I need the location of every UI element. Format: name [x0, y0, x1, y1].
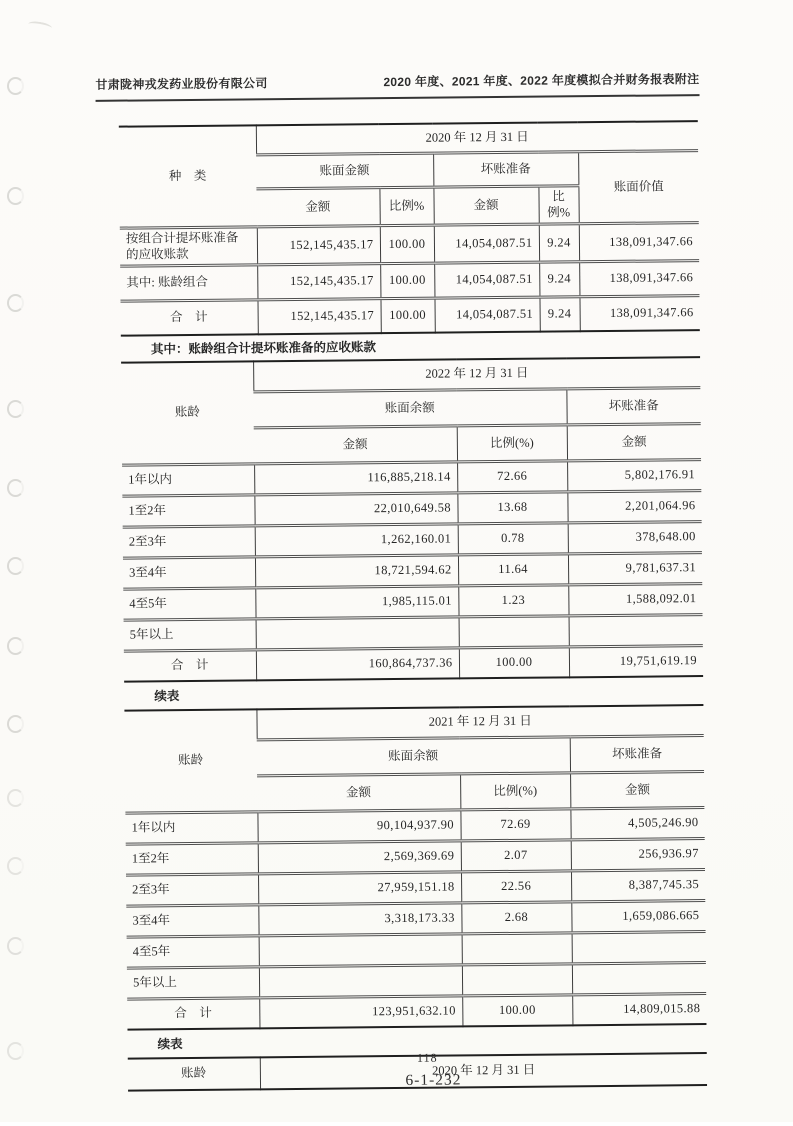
ratio-cell: 72.66	[457, 461, 567, 493]
bad-debt-amount-cell: 378,648.00	[568, 522, 702, 554]
bad-debt-amount-cell	[569, 615, 703, 647]
bad-debt-amount-cell: 19,751,619.19	[569, 646, 703, 678]
document-number: 6-1-232	[405, 1071, 462, 1089]
company-name: 甘肃陇神戎发药业股份有限公司	[95, 76, 268, 92]
bad-debt-amount-cell: 8,387,745.35	[571, 870, 705, 902]
aging-cell: 5年以上	[124, 619, 256, 651]
table-total-row	[127, 994, 706, 1030]
bad-debt-amount-cell: 9,781,637.31	[568, 553, 702, 585]
amount-cell: 152,145,435.17	[257, 226, 380, 265]
amount-cell: 1,262,160.01	[255, 524, 458, 557]
bad-debt-amount-cell: 1,659,086.665	[571, 901, 705, 933]
bad-debt-amount-cell: 2,201,064.96	[567, 491, 701, 523]
ratio-header: 比例(%)	[460, 773, 570, 810]
ratio-cell: 100.00	[380, 263, 434, 299]
bad-debt-amount-cell: 4,505,246.90	[570, 808, 704, 840]
continuation-label: 续表	[154, 689, 180, 704]
aging-cell: 1至2年	[126, 843, 258, 875]
category-cell: 合 计	[120, 300, 257, 336]
aging-cell: 3至4年	[123, 557, 255, 589]
ratio-header: 比例(%)	[457, 425, 567, 462]
amount-cell	[256, 617, 459, 650]
ratio-header-line1: 比	[552, 189, 565, 204]
ratio-header-line2: 例%	[547, 204, 571, 220]
table-total-row	[120, 296, 699, 336]
ratio-cell: 100.00	[380, 298, 434, 333]
aging-cell: 合 计	[124, 650, 256, 682]
amount-header: 金额	[257, 774, 460, 812]
book-value-header: 账面价值	[578, 151, 699, 224]
date-header: 2021 年 12 月 31 日	[256, 705, 703, 740]
tables-area	[119, 120, 707, 1092]
aging-cell: 1至2年	[122, 495, 254, 527]
amount-cell: 116,885,218.14	[254, 462, 457, 495]
amount-cell: 3,318,173.33	[258, 903, 461, 936]
amount-cell: 152,145,435.17	[257, 299, 380, 335]
ratio-cell	[462, 933, 572, 965]
ratio-cell	[459, 616, 569, 648]
amount-cell: 27,959,151.18	[258, 872, 461, 905]
book-value-cell: 138,091,347.66	[579, 296, 699, 332]
doc-header	[95, 70, 699, 102]
bad-debt-amount-cell: 14,054,087.51	[434, 224, 539, 263]
table-total-row	[124, 646, 703, 682]
bad-debt-amount-cell: 5,802,176.91	[567, 460, 701, 492]
ratio-header	[538, 186, 578, 224]
ratio-cell: 22.56	[461, 871, 571, 903]
amount-cell	[259, 965, 462, 998]
amount-cell	[259, 934, 462, 967]
bad-debt-amount-header: 金额	[567, 424, 701, 461]
aging-cell: 5年以上	[127, 967, 259, 999]
book-value-cell: 138,091,347.66	[579, 261, 699, 297]
bad-debt-ratio-cell: 9.24	[539, 297, 579, 332]
table-row	[120, 223, 699, 267]
bad-debt-group-header: 坏账准备	[566, 388, 700, 425]
amount-cell: 152,145,435.17	[257, 264, 380, 300]
ratio-cell: 72.69	[460, 809, 570, 841]
balance-group-header: 账面余额	[257, 737, 570, 776]
bad-debt-group-header: 坏账准备	[433, 152, 578, 187]
aging-cell: 合 计	[127, 998, 259, 1030]
bad-debt-amount-cell: 256,936.97	[571, 839, 705, 871]
date-header: 2020 年 12 月 31 日	[260, 1053, 707, 1089]
bad-debt-group-header: 坏账准备	[570, 736, 704, 773]
ratio-header: 比例%	[379, 187, 433, 226]
amount-cell: 160,864,737.36	[256, 648, 459, 680]
book-value-cell: 138,091,347.66	[579, 223, 699, 262]
bad-debt-amount-cell: 14,054,087.51	[434, 297, 539, 333]
amount-cell: 90,104,937.90	[257, 810, 460, 843]
bad-debt-ratio-cell: 9.24	[539, 262, 579, 297]
ratio-cell: 100.00	[459, 647, 569, 679]
bad-debt-amount-cell: 14,809,015.88	[572, 994, 706, 1026]
report-title: 2020 年度、2021 年度、2022 年度模拟合并财务报表附注	[383, 72, 700, 90]
ratio-cell	[462, 964, 572, 996]
ratio-cell: 100.00	[380, 225, 434, 264]
section-note: 其中：账龄组合计提坏账准备的应收账款	[150, 340, 377, 357]
aging-column-header: 账龄	[181, 1066, 207, 1081]
bad-debt-amount-cell	[572, 932, 706, 964]
page-number: 118	[416, 1050, 438, 1065]
aging-cell: 4至5年	[123, 588, 255, 620]
ratio-cell: 13.68	[457, 492, 567, 524]
aging-cell: 2至3年	[126, 874, 258, 906]
aging-table-2022	[121, 356, 703, 683]
ratio-cell: 2.07	[461, 840, 571, 872]
table-row	[120, 261, 699, 302]
aging-column-header: 账龄	[174, 405, 200, 420]
amount-header: 金额	[256, 188, 379, 227]
bad-debt-amount-cell: 1,588,092.01	[568, 584, 702, 616]
aging-cell: 1年以内	[125, 812, 257, 844]
bad-debt-amount-cell	[572, 963, 706, 995]
ratio-cell: 2.68	[461, 902, 571, 934]
continuation-label: 续表	[157, 1037, 183, 1052]
aging-cell: 2至3年	[123, 526, 255, 558]
aging-cell: 1年以内	[122, 464, 254, 496]
aging-column-header: 账龄	[178, 753, 204, 768]
amount-cell: 18,721,594.62	[255, 555, 458, 588]
ratio-cell: 11.64	[458, 554, 568, 586]
category-cell: 按组合计提坏账准备的应收账款	[120, 227, 257, 266]
date-header: 2020 年 12 月 31 日	[256, 121, 698, 155]
amount-header: 金额	[254, 426, 457, 464]
ratio-cell: 1.23	[458, 585, 568, 617]
amount-cell: 2,569,369.69	[258, 841, 461, 874]
category-column-header: 种 类	[168, 168, 207, 183]
aging-cell: 3至4年	[126, 905, 258, 937]
bad-debt-amount-cell: 14,054,087.51	[434, 262, 539, 298]
ratio-cell: 100.00	[462, 995, 572, 1027]
amount-header: 金额	[433, 186, 538, 225]
ratio-cell: 0.78	[458, 523, 568, 555]
bad-debt-amount-header: 金额	[570, 772, 704, 809]
aging-cell: 4至5年	[127, 936, 259, 968]
book-amount-group-header: 账面金额	[256, 153, 433, 189]
balance-group-header: 账面余额	[253, 389, 566, 428]
amount-cell: 1,985,115.01	[255, 586, 458, 619]
date-header: 2022 年 12 月 31 日	[253, 357, 700, 392]
bad-debt-ratio-cell: 9.24	[539, 224, 579, 262]
aging-table-2021	[124, 704, 706, 1031]
category-cell: 其中: 账龄组合	[120, 265, 257, 301]
receivables-by-category-table	[119, 120, 700, 337]
amount-cell: 123,951,632.10	[259, 996, 462, 1028]
amount-cell: 22,010,649.58	[254, 493, 457, 526]
